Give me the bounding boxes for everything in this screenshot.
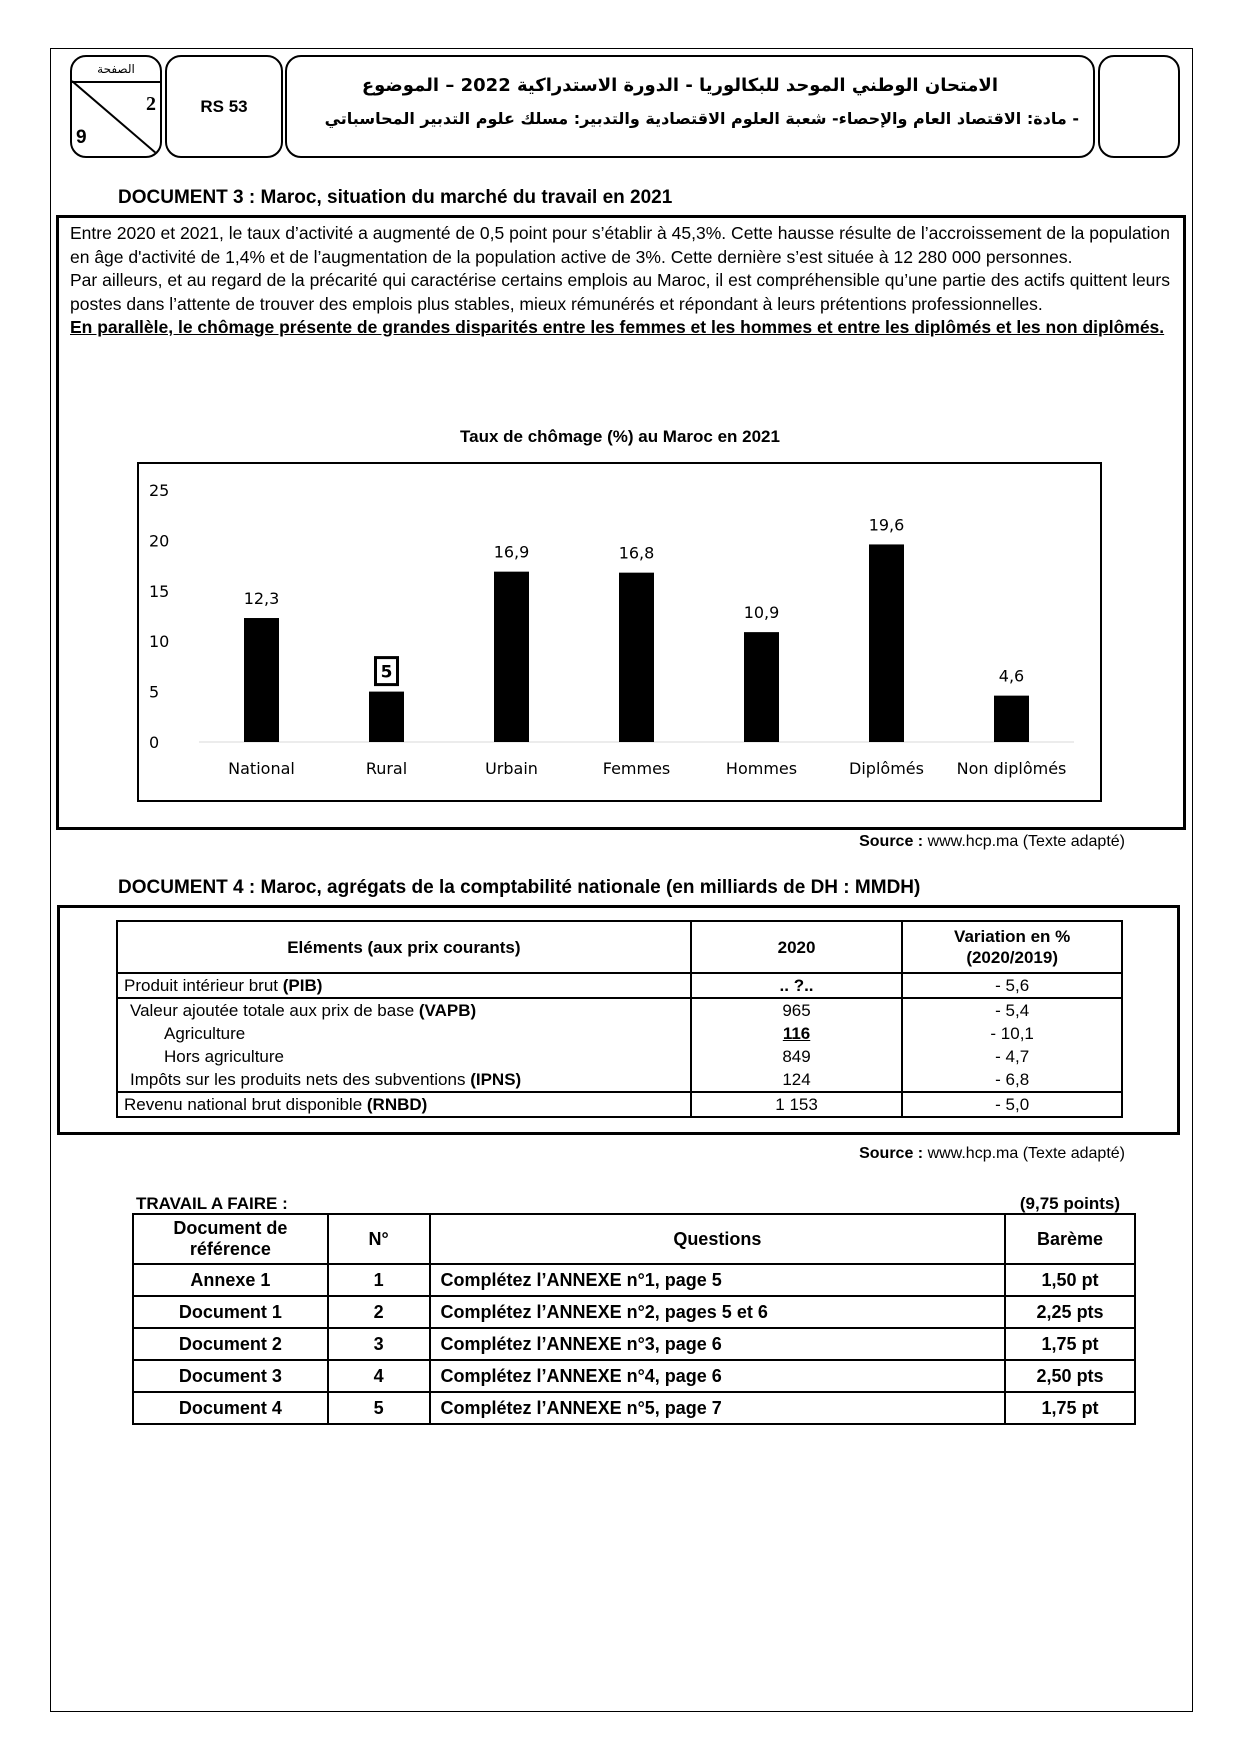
- travail-doc: Document 1: [133, 1296, 328, 1328]
- doc3-source-text: www.hcp.ma (Texte adapté): [923, 833, 1125, 850]
- row-value: 965: [691, 998, 903, 1022]
- data-label: 16,8: [618, 543, 655, 563]
- x-tick-label: Urbain: [485, 759, 538, 778]
- y-tick-label: 0: [149, 733, 160, 752]
- table-row: [117, 1045, 1122, 1068]
- travail-row: [133, 1296, 1135, 1328]
- travail-header-row: [133, 1214, 1135, 1264]
- row-variation: - 5,4: [902, 998, 1122, 1022]
- header-variation: Variation en % (2020/2019): [902, 921, 1122, 973]
- header-document: Document de référence: [133, 1214, 328, 1264]
- bar-4: [619, 573, 654, 742]
- y-tick-label: 15: [149, 581, 170, 601]
- travail-table: [132, 1213, 1136, 1425]
- doc3-paragraph-3: En parallèle, le chômage présente de grandes disparités entre les femmes et les hommes et entre les diplômés et les non diplômés.: [70, 317, 1165, 337]
- travail-question: Complétez l’ANNEXE n°4, page 6: [430, 1360, 1006, 1392]
- x-tick-label: Hommes: [725, 759, 798, 778]
- travail-bareme: 1,75 pt: [1005, 1328, 1135, 1360]
- row-value: .. ?..: [691, 973, 903, 998]
- doc3-text: [70, 222, 1170, 340]
- doc3-source: [859, 833, 1125, 851]
- travail-question: Complétez l’ANNEXE n°5, page 7: [430, 1392, 1006, 1424]
- travail-bareme: 1,50 pt: [1005, 1264, 1135, 1296]
- travail-row: [133, 1392, 1135, 1424]
- x-tick-label: Femmes: [602, 759, 671, 778]
- doc4-source-text: www.hcp.ma (Texte adapté): [923, 1145, 1125, 1162]
- doc4-source: [859, 1145, 1125, 1163]
- table-header-row: [117, 921, 1122, 973]
- header-elements: Eléments (aux prix courants): [117, 921, 691, 973]
- bar-2: [369, 692, 404, 742]
- travail-doc: Document 4: [133, 1392, 328, 1424]
- travail-row: [133, 1360, 1135, 1392]
- y-tick-label: 5: [149, 682, 160, 702]
- table-row: [117, 1092, 1122, 1117]
- travail-points: (9,75 points): [1019, 1194, 1120, 1213]
- exam-title-line2: - مادة: الاقتصاد العام والإحصاء- شعبة العلوم الاقتصادية والتدبير: مسلك علوم التدبير المحاسباتي: [324, 109, 1079, 128]
- exam-code-box: [165, 55, 283, 158]
- row-variation: - 5,6: [902, 973, 1122, 998]
- row-value: 124: [691, 1068, 903, 1092]
- data-label: 16,9: [493, 542, 530, 562]
- row-variation: - 6,8: [902, 1068, 1122, 1092]
- exam-title-line1: الامتحان الوطني الموحد للبكالوريا - الدورة الاستدراكية 2022 – الموضوع: [361, 75, 998, 96]
- row-value: 116: [691, 1022, 903, 1045]
- doc4-source-label: Source :: [859, 1145, 924, 1162]
- exam-title-box: [285, 55, 1095, 158]
- row-label: Valeur ajoutée totale aux prix de base (VAPB): [117, 998, 691, 1022]
- row-label: Hors agriculture: [117, 1045, 691, 1068]
- travail-question: Complétez l’ANNEXE n°2, pages 5 et 6: [430, 1296, 1006, 1328]
- data-label: 19,6: [868, 515, 905, 535]
- travail-bareme: 2,25 pts: [1005, 1296, 1135, 1328]
- travail-title: TRAVAIL A FAIRE :: [136, 1194, 288, 1213]
- bar-1: [244, 618, 279, 742]
- x-tick-label: Rural: [365, 759, 408, 778]
- travail-bareme: 1,75 pt: [1005, 1392, 1135, 1424]
- travail-doc: Document 2: [133, 1328, 328, 1360]
- bar-6: [869, 544, 904, 742]
- exam-code: RS 53: [200, 96, 248, 116]
- doc3-source-label: Source :: [859, 833, 924, 850]
- empty-header-box: [1098, 55, 1180, 158]
- y-tick-label: 10: [149, 632, 170, 652]
- travail-question: Complétez l’ANNEXE n°1, page 5: [430, 1264, 1006, 1296]
- row-label: Produit intérieur brut (PIB): [117, 973, 691, 998]
- travail-bareme: 2,50 pts: [1005, 1360, 1135, 1392]
- doc3-paragraph-2: Par ailleurs, et au regard de la précarité qui caractérise certains emplois au Maroc, il est compréhensible qu’une partie des actifs quittent leurs postes dans l’attente de trouver des emplois plus stables, mieux rémunérés et répondant à leurs prétentions professionnelles.: [70, 270, 1170, 314]
- row-value: 849: [691, 1045, 903, 1068]
- row-variation: - 5,0: [902, 1092, 1122, 1117]
- page-label: الصفحة: [72, 59, 160, 83]
- travail-doc: Annexe 1: [133, 1264, 328, 1296]
- national-accounts-table: [116, 920, 1123, 1118]
- page-number-box: [70, 55, 162, 158]
- chart-frame: [137, 462, 1102, 802]
- header-questions: Questions: [430, 1214, 1006, 1264]
- data-label: 10,9: [743, 603, 780, 623]
- row-label: Impôts sur les produits nets des subventions (IPNS): [117, 1068, 691, 1092]
- table-row: [117, 998, 1122, 1022]
- table-row: [117, 1022, 1122, 1045]
- row-label: Revenu national brut disponible (RNBD): [117, 1092, 691, 1117]
- x-tick-label: Diplômés: [849, 759, 924, 778]
- page-number: 2: [146, 93, 156, 115]
- data-label: 4,6: [998, 666, 1025, 686]
- bar-5: [744, 632, 779, 742]
- doc4-title: DOCUMENT 4 : Maroc, agrégats de la comptabilité nationale (en milliards de DH : MMDH): [118, 877, 921, 898]
- bar-3: [494, 572, 529, 742]
- travail-num: 4: [328, 1360, 430, 1392]
- row-label: Agriculture: [117, 1022, 691, 1045]
- header-bareme: Barème: [1005, 1214, 1135, 1264]
- row-variation: - 4,7: [902, 1045, 1122, 1068]
- total-pages: 9: [76, 127, 87, 148]
- travail-question: Complétez l’ANNEXE n°3, page 6: [430, 1328, 1006, 1360]
- bar-7: [994, 696, 1029, 742]
- header-number: N°: [328, 1214, 430, 1264]
- row-value: 1 153: [691, 1092, 903, 1117]
- header-year: 2020: [691, 921, 903, 973]
- y-tick-label: 20: [149, 531, 170, 551]
- x-tick-label: National: [228, 759, 295, 778]
- x-tick-label: Non diplômés: [956, 759, 1067, 778]
- data-label: 12,3: [243, 589, 280, 609]
- travail-row: [133, 1328, 1135, 1360]
- travail-num: 1: [328, 1264, 430, 1296]
- travail-num: 3: [328, 1328, 430, 1360]
- row-variation: - 10,1: [902, 1022, 1122, 1045]
- travail-row: [133, 1264, 1135, 1296]
- travail-num: 5: [328, 1392, 430, 1424]
- table-row: [117, 1068, 1122, 1092]
- data-label: 5: [380, 662, 393, 683]
- doc3-paragraph-1: Entre 2020 et 2021, le taux d’activité a augmenté de 0,5 point pour s’établir à 45,3%. Cette hausse résulte de l’accroissement de la population en âge d'activité de 1,4% et de l’augmentation de la population active de 3%. Cette dernière s’est située à 12 280 000 personnes.: [70, 223, 1170, 267]
- chart-title: Taux de chômage (%) au Maroc en 2021: [460, 427, 780, 446]
- travail-doc: Document 3: [133, 1360, 328, 1392]
- table-row: [117, 973, 1122, 998]
- unemployment-chart: [139, 464, 1100, 800]
- y-tick-label: 25: [149, 481, 170, 500]
- travail-num: 2: [328, 1296, 430, 1328]
- doc3-title: DOCUMENT 3 : Maroc, situation du marché du travail en 2021: [118, 187, 673, 208]
